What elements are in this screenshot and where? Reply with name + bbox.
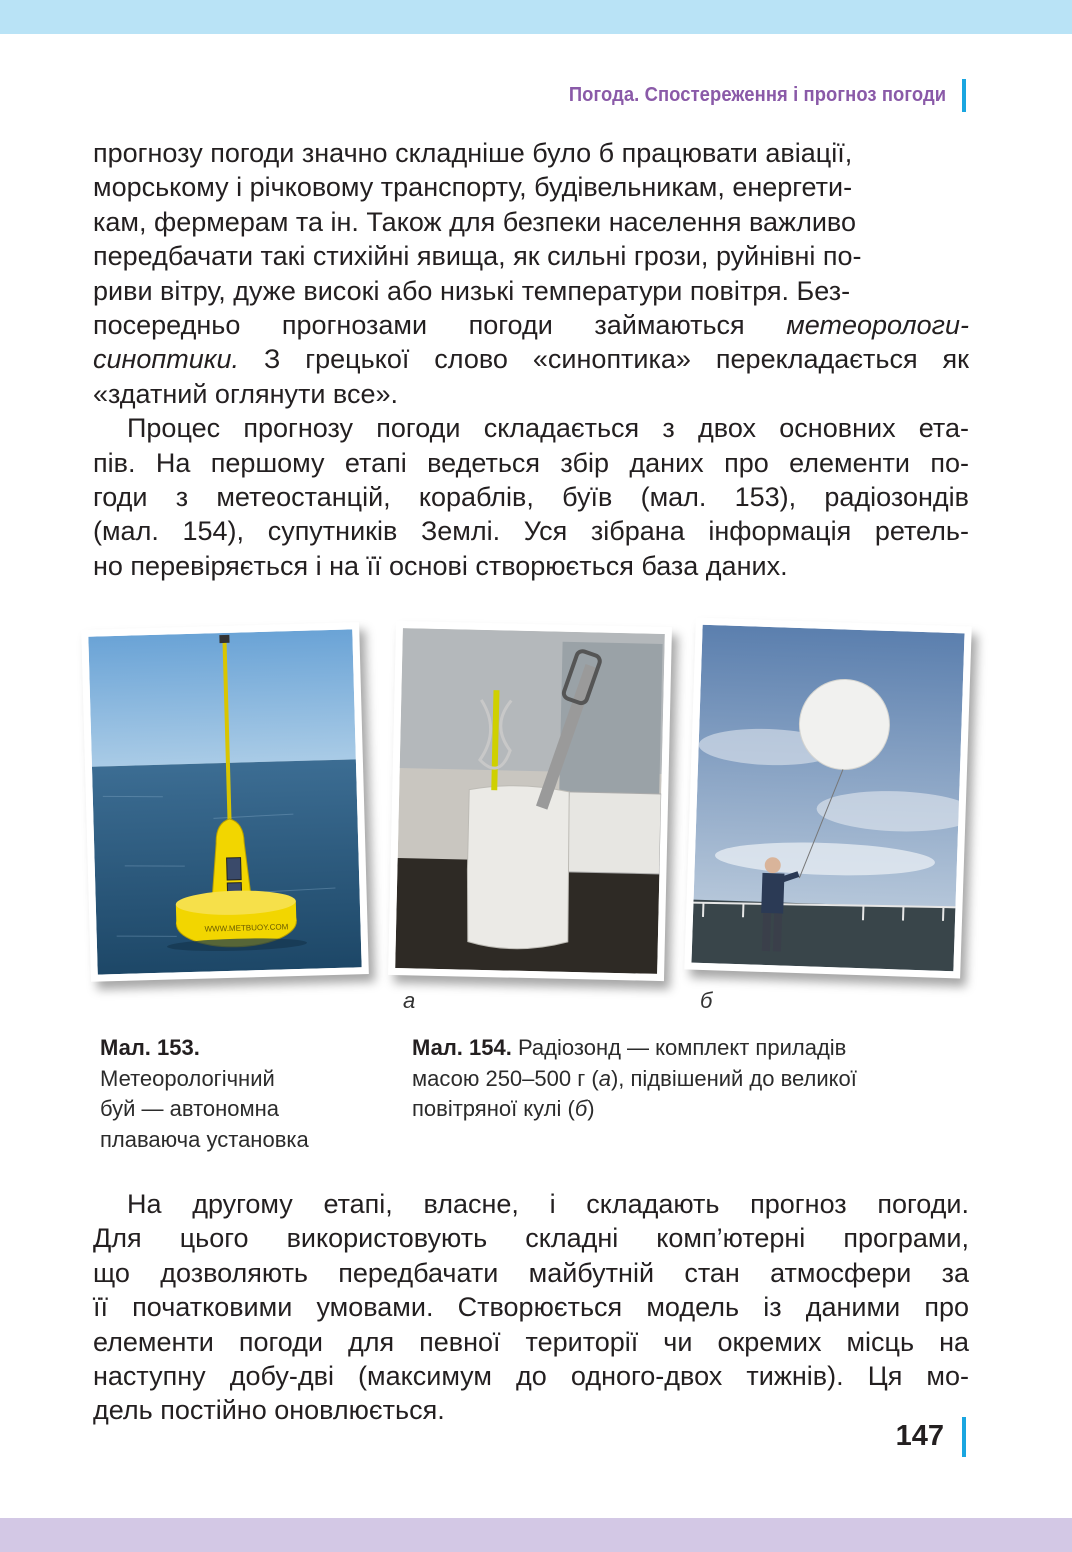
p3-line-4: її початковими умовами. Створюється модель із даними про — [93, 1292, 969, 1323]
p2-line-2: пів. На першому етапі ведеться збір даних про елементи по- — [93, 447, 969, 478]
p3-line-5: елементи погоди для певної території чи окремих місць на — [93, 1326, 969, 1357]
p1-line-3: кам, фермерам та ін. Також для безпеки населення важливо — [93, 206, 856, 237]
p1-line-6-text: посередньо прогнозами погоди займаються — [93, 310, 787, 341]
caption-154-line-2b: ), підвішений до великої — [610, 1065, 857, 1091]
top-color-band — [0, 0, 1072, 34]
caption-figure-154 — [412, 1033, 972, 1125]
page-number-accent-bar — [962, 1417, 966, 1457]
buoy-illustration — [88, 629, 361, 974]
caption-154-label: Мал. 154. — [412, 1035, 512, 1060]
p1-line-6 — [93, 308, 969, 342]
running-header-title: Погода. Спостереження і прогноз погоди — [568, 84, 946, 106]
p3-line-2: Для цього використовують складні комп’ютерні програми, — [93, 1223, 969, 1254]
caption-153-line-3: плаваюча установка — [100, 1126, 309, 1152]
radiosonde-illustration — [395, 628, 665, 974]
paragraph-1 — [93, 136, 969, 583]
caption-154-ref-b: б — [574, 1096, 588, 1121]
p1-line-7 — [93, 342, 969, 376]
caption-154-line-1: Радіозонд — комплект приладів — [511, 1035, 847, 1060]
caption-154-line-3b: ) — [587, 1096, 595, 1121]
page-number: 147 — [895, 1420, 944, 1452]
p2-line-1: Процес прогнозу погоди складається з двох основних ета- — [127, 413, 969, 444]
paragraph-2 — [93, 411, 969, 583]
p3-line-3: що дозволяють передбачати майбутній стан атмосфери за — [93, 1257, 969, 1288]
caption-153-line-2: буй — автономна — [100, 1096, 280, 1121]
caption-figure-153 — [100, 1033, 370, 1155]
p1-line-2: морському і річковому транспорту, будівельникам, енергети- — [93, 172, 853, 203]
term-synoptics: синоптики. — [93, 344, 240, 375]
figure-154b-balloon-photo — [684, 618, 972, 979]
p1-line-8: «здатний оглянути все». — [93, 378, 399, 409]
caption-154-line-3a: повітряної кулі ( — [412, 1096, 575, 1121]
subfigure-label-a: а — [403, 988, 416, 1013]
p3-line-7: дель постійно оновлюється. — [93, 1395, 445, 1426]
caption-153-line-1: Метеорологічний — [100, 1065, 275, 1091]
bottom-color-band — [0, 1518, 1072, 1552]
p2-line-4: (мал. 154), супутників Землі. Уся зібрана інформація ретель- — [93, 516, 969, 547]
p1-line-7-text: З грецької слово «синоптика» перекладається як — [239, 344, 969, 375]
p3-line-1: На другому етапі, власне, і складають прогноз погоди. — [127, 1189, 969, 1219]
p2-line-5: но перевіряється і на її основі створюється база даних. — [93, 550, 788, 581]
p1-line-5: риви вітру, дуже високі або низькі температури повітря. Без- — [93, 275, 851, 306]
balloon-illustration — [691, 625, 964, 972]
subfigure-label-b: б — [700, 988, 713, 1013]
p2-line-3: годи з метеостанцій, кораблів, буїв (мал. 153), радіозондів — [93, 482, 969, 513]
caption-154-ref-a: а — [598, 1065, 611, 1091]
p1-line-1: прогнозу погоди значно складніше було б працювати авіації, — [93, 138, 853, 168]
term-meteorologists: метеорологи- — [786, 310, 969, 341]
figure-154a-radiosonde-photo — [388, 621, 672, 981]
header-accent-bar — [962, 79, 966, 112]
figure-153-buoy-photo — [81, 622, 369, 982]
p1-line-4: передбачати такі стихійні явища, як сильні грози, руйнівні по- — [93, 241, 862, 272]
p3-line-6: наступну добу-дві (максимум до одного-двох тижнів). Ця мо- — [93, 1361, 969, 1392]
caption-153-label: Мал. 153. — [100, 1035, 200, 1060]
buoy-label: WWW.METBUOY.COM — [204, 922, 289, 934]
caption-154-line-2a: масою 250–500 г ( — [412, 1065, 599, 1091]
paragraph-3 — [93, 1187, 969, 1428]
